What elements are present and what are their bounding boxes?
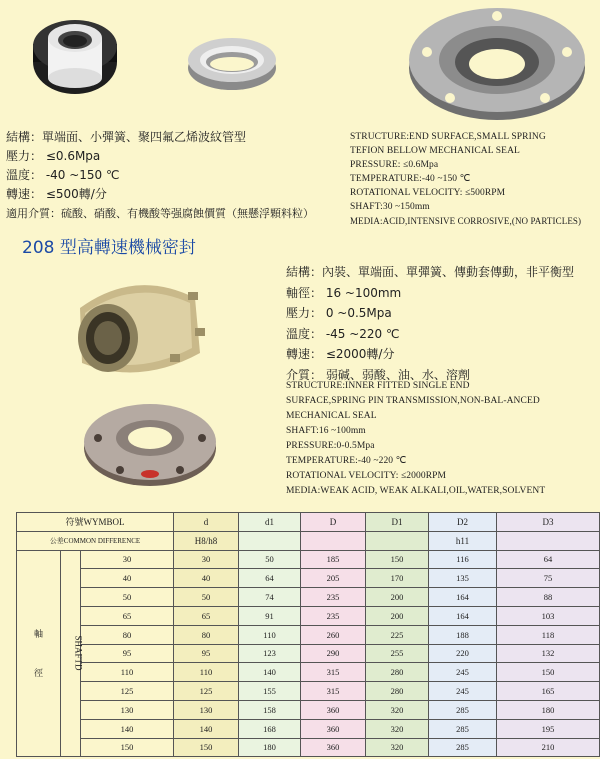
table-cell: 155	[239, 682, 301, 701]
shaft-diameter-cell: 30	[81, 550, 174, 569]
spec-line: 適用介質：硫酸、硝酸、有機酸等强腐蝕價質（無懸浮顆料粒）	[6, 207, 314, 220]
spec-line: STRUCTURE:END SURFACE,SMALL SPRING	[350, 132, 546, 142]
table-cell: 150	[497, 663, 600, 682]
table-row	[17, 663, 600, 682]
table-row	[17, 569, 600, 588]
table-cell: 188	[429, 625, 497, 644]
table-cell: 180	[497, 700, 600, 719]
spec-line: 結構：單端面、小彈簧、聚四氟乙烯波紋管型	[6, 130, 247, 144]
shaft-diameter-cell: 130	[81, 700, 174, 719]
table-row	[17, 606, 600, 625]
table-row	[17, 625, 600, 644]
table-cell: 165	[497, 682, 600, 701]
shaft-diameter-cell: 40	[81, 569, 174, 588]
table-cell: 210	[497, 738, 600, 757]
spec-line: SHAFT:16 ~100mm	[286, 426, 366, 436]
table-cell: 95	[174, 644, 239, 663]
top-specs-en	[350, 130, 600, 228]
column-header: D2	[429, 513, 497, 532]
table-cell: 135	[429, 569, 497, 588]
table-cell: 360	[301, 719, 366, 738]
table-row	[17, 588, 600, 607]
table-cell: 91	[239, 606, 301, 625]
table-cell: 150	[174, 738, 239, 757]
table-cell: 360	[301, 700, 366, 719]
table-cell: 64	[239, 569, 301, 588]
spec-line: 溫度： -40 ~150 ℃	[6, 168, 120, 182]
spec-line: TEFION BELLOW MECHANICAL SEAL	[350, 146, 520, 156]
table-cell: 260	[301, 625, 366, 644]
table-cell: 64	[497, 550, 600, 569]
table-row	[17, 738, 600, 757]
shaft-diameter-cell: 125	[81, 682, 174, 701]
table-cell: 170	[366, 569, 429, 588]
table-row	[17, 644, 600, 663]
table-cell: 50	[239, 550, 301, 569]
spec-line: MEDIA:WEAK ACID, WEAK ALKALI,OIL,WATER,SOLVENT	[286, 486, 546, 496]
tolerance-cell	[301, 531, 366, 550]
table-cell: 158	[239, 700, 301, 719]
spec-line: TEMPERATURE:-40 ~220 ℃	[286, 456, 407, 466]
column-header: d1	[239, 513, 301, 532]
table-cell: 320	[366, 719, 429, 738]
shaft-diameter-cell: 80	[81, 625, 174, 644]
table-cell: 200	[366, 606, 429, 625]
table-cell: 103	[497, 606, 600, 625]
shaft-diameter-cell: 150	[81, 738, 174, 757]
spec-line: ROTATIONAL VELOCITY: ≤2000RPM	[286, 471, 447, 481]
table-cell: 132	[497, 644, 600, 663]
table-cell: 245	[429, 682, 497, 701]
spec-line: 軸徑： 16 ~100mm	[286, 285, 402, 300]
table-cell: 30	[174, 550, 239, 569]
table-cell: 168	[239, 719, 301, 738]
table-cell: 74	[239, 588, 301, 607]
table-cell: 315	[301, 663, 366, 682]
spec-line: SHAFT:30 ~150mm	[350, 202, 430, 212]
table-cell: 220	[429, 644, 497, 663]
table-row	[17, 682, 600, 701]
table-cell: 50	[174, 588, 239, 607]
column-header: D3	[497, 513, 600, 532]
table-cell: 195	[497, 719, 600, 738]
table-cell: 140	[239, 663, 301, 682]
table-cell: 116	[429, 550, 497, 569]
spec-line: 壓力： 0 ~0.5Mpa	[286, 306, 392, 320]
table-cell: 185	[301, 550, 366, 569]
table-cell: 285	[429, 738, 497, 757]
shaft-label-en: SHAFTD	[61, 550, 81, 757]
section208-specs-en	[286, 379, 596, 499]
table-tolerance-row	[17, 531, 600, 550]
seal-208-image	[60, 268, 210, 388]
table-cell: 40	[174, 569, 239, 588]
table-cell: 125	[174, 682, 239, 701]
table-cell: 280	[366, 663, 429, 682]
tolerance-cell	[497, 531, 600, 550]
spec-line: TEMPERATURE:-40 ~150 ℃	[350, 174, 471, 184]
column-header: D1	[366, 513, 429, 532]
table-row	[17, 719, 600, 738]
table-cell: 225	[366, 625, 429, 644]
table-cell: 65	[174, 606, 239, 625]
tolerance-label: 公差COMMON DIFFERENCE	[17, 531, 174, 550]
table-cell: 110	[174, 663, 239, 682]
table-cell: 245	[429, 663, 497, 682]
spec-line: MECHANICAL SEAL	[286, 411, 377, 421]
table-cell: 235	[301, 588, 366, 607]
ptfe-seal-image	[30, 14, 120, 96]
spec-line: 結構：內裝、單端面、單彈簧、傳動套傳動，非平衡型	[286, 265, 575, 279]
symbol-label: 符號WYMBOL	[17, 513, 174, 532]
dimension-table	[16, 512, 600, 757]
flange-208-image	[80, 398, 220, 490]
table-cell: 320	[366, 738, 429, 757]
section208-specs-cn	[286, 262, 596, 385]
table-header-row	[17, 513, 600, 532]
spec-line: SURFACE,SPRING PIN TRANSMISSION,NON-BAL-ANCED	[286, 396, 540, 406]
table-cell: 80	[174, 625, 239, 644]
table-cell: 280	[366, 682, 429, 701]
table-cell: 140	[174, 719, 239, 738]
column-header: d	[174, 513, 239, 532]
tolerance-cell: h11	[429, 531, 497, 550]
spec-line: 轉速： ≤2000轉/分	[286, 347, 395, 361]
table-cell: 290	[301, 644, 366, 663]
tolerance-cell: H8/h8	[174, 531, 239, 550]
table-cell: 118	[497, 625, 600, 644]
shaft-diameter-cell: 110	[81, 663, 174, 682]
shaft-label-cn-1: 軸	[33, 630, 43, 641]
table-cell: 164	[429, 606, 497, 625]
table-cell: 285	[429, 719, 497, 738]
table-cell: 285	[429, 700, 497, 719]
column-header: D	[301, 513, 366, 532]
spec-line: 溫度： -45 ~220 ℃	[286, 326, 400, 341]
table-cell: 130	[174, 700, 239, 719]
spec-line: 介質： 弱碱、弱酸、油、水、溶劑	[286, 367, 470, 382]
shaft-diameter-cell: 65	[81, 606, 174, 625]
table-row	[17, 550, 600, 569]
spec-line: 轉速： ≤500轉/分	[6, 187, 107, 201]
shaft-diameter-cell: 140	[81, 719, 174, 738]
top-specs-cn	[6, 128, 351, 223]
spec-line: 壓力： ≤0.6Mpa	[6, 149, 101, 163]
tolerance-cell	[366, 531, 429, 550]
tolerance-cell	[239, 531, 301, 550]
spec-line: PRESSURE:0-0.5Mpa	[286, 441, 375, 451]
shaft-label-cn-2: 徑	[33, 669, 43, 680]
table-cell: 150	[366, 550, 429, 569]
spec-line: MEDIA:ACID,INTENSIVE CORROSIVE,(NO PARTICLES)	[350, 216, 582, 226]
table-cell: 255	[366, 644, 429, 663]
table-row	[17, 700, 600, 719]
table-cell: 75	[497, 569, 600, 588]
ring-image	[185, 30, 280, 95]
table-cell: 320	[366, 700, 429, 719]
spec-line: PRESSURE: ≤0.6Mpa	[350, 160, 439, 170]
table-cell: 315	[301, 682, 366, 701]
table-cell: 235	[301, 606, 366, 625]
table-cell: 180	[239, 738, 301, 757]
shaft-diameter-cell: 95	[81, 644, 174, 663]
table-cell: 164	[429, 588, 497, 607]
table-cell: 200	[366, 588, 429, 607]
spec-line: STRUCTURE:INNER FITTED SINGLE END	[286, 381, 470, 391]
table-cell: 205	[301, 569, 366, 588]
shaft-diameter-cell: 50	[81, 588, 174, 607]
section-title: 208 型高轉速機械密封	[22, 238, 196, 258]
shaft-label-cn	[17, 550, 61, 757]
flange-image	[405, 2, 590, 122]
table-cell: 123	[239, 644, 301, 663]
table-cell: 88	[497, 588, 600, 607]
table-cell: 110	[239, 625, 301, 644]
table-cell: 360	[301, 738, 366, 757]
spec-line: ROTATIONAL VELOCITY: ≤500RPM	[350, 188, 506, 198]
